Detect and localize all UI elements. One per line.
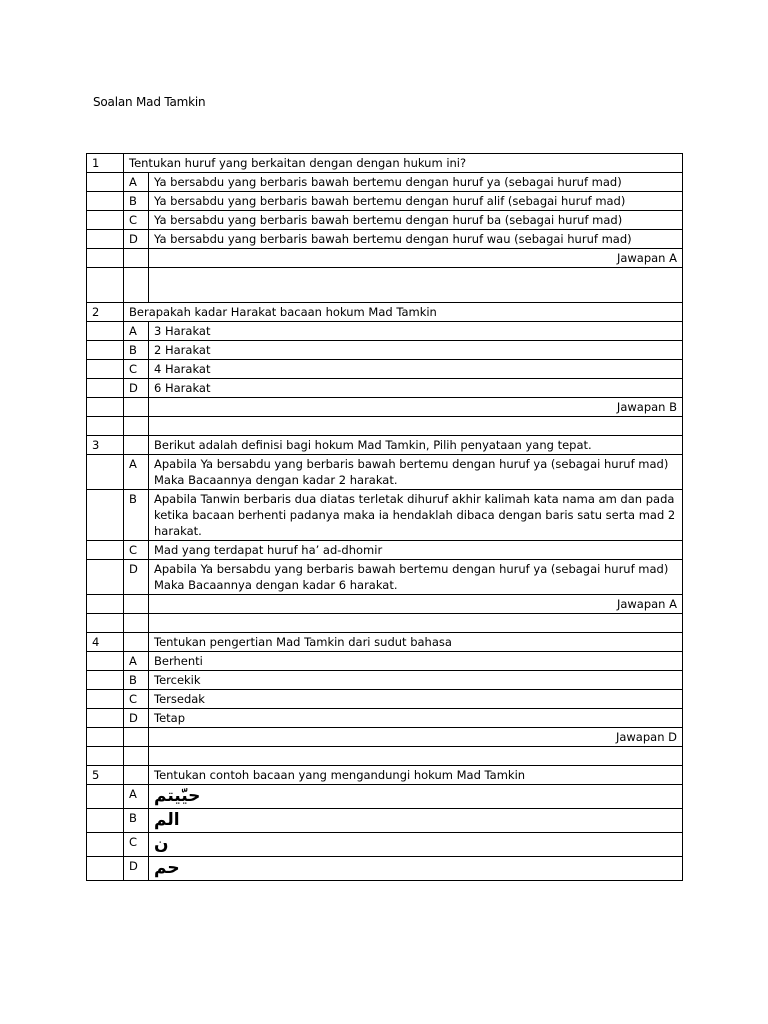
option-letter: C: [124, 541, 149, 560]
option-letter: D: [124, 709, 149, 728]
arabic-example-text: الم: [154, 810, 180, 830]
option-letter: C: [124, 360, 149, 379]
option-text: Ya bersabdu yang berbaris bawah bertemu dengan huruf alif (sebagai huruf mad): [149, 192, 683, 211]
option-letter: A: [124, 652, 149, 671]
option-row: [87, 192, 683, 211]
option-letter: A: [124, 785, 149, 809]
option-row: [87, 341, 683, 360]
question-number: 2: [87, 303, 124, 322]
arabic-example-text: حيّيتم: [154, 786, 201, 806]
option-row: [87, 690, 683, 709]
option-letter: B: [124, 192, 149, 211]
question-row: [87, 303, 683, 322]
option-letter: D: [124, 379, 149, 398]
option-text: Tersedak: [149, 690, 683, 709]
option-text: Tercekik: [149, 671, 683, 690]
spacer-row: [87, 614, 683, 633]
option-text: 2 Harakat: [149, 341, 683, 360]
option-text: Tetap: [149, 709, 683, 728]
option-letter: C: [124, 211, 149, 230]
option-row: [87, 322, 683, 341]
option-row: [87, 560, 683, 595]
option-letter: B: [124, 490, 149, 541]
question-row: [87, 633, 683, 652]
answer-text: Jawapan A: [149, 595, 683, 614]
option-text: Mad yang terdapat huruf ha’ ad-dhomir: [149, 541, 683, 560]
option-text: 4 Harakat: [149, 360, 683, 379]
answer-row: [87, 398, 683, 417]
question-row: [87, 436, 683, 455]
option-text: 6 Harakat: [149, 379, 683, 398]
option-letter: B: [124, 341, 149, 360]
question-text: Tentukan contoh bacaan yang mengandungi hokum Mad Tamkin: [149, 766, 683, 785]
option-text: Berhenti: [149, 652, 683, 671]
option-letter: A: [124, 322, 149, 341]
spacer-row: [87, 268, 683, 303]
question-text: Berikut adalah definisi bagi hokum Mad Tamkin, Pilih penyataan yang tepat.: [149, 436, 683, 455]
option-text: 3 Harakat: [149, 322, 683, 341]
spacer-row: [87, 417, 683, 436]
answer-row: [87, 728, 683, 747]
option-row: [87, 785, 683, 809]
option-letter: C: [124, 690, 149, 709]
question-row: [87, 154, 683, 173]
option-letter: C: [124, 833, 149, 857]
option-row: [87, 379, 683, 398]
option-row: [87, 671, 683, 690]
option-row: [87, 173, 683, 192]
option-letter: D: [124, 560, 149, 595]
question-text: Berapakah kadar Harakat bacaan hokum Mad Tamkin: [124, 303, 683, 322]
answer-row: [87, 595, 683, 614]
option-row: [87, 211, 683, 230]
option-text: Ya bersabdu yang berbaris bawah bertemu dengan huruf ba (sebagai huruf mad): [149, 211, 683, 230]
spacer-row: [87, 747, 683, 766]
option-letter: B: [124, 809, 149, 833]
option-row: [87, 230, 683, 249]
option-text: Apabila Tanwin berbaris dua diatas terletak dihuruf akhir kalimah kata nama am dan pada ketika bacaan berhenti padanya maka ia hendaklah dibaca dengan baris satu serta mad 2 harakat.: [149, 490, 683, 541]
option-row: [87, 490, 683, 541]
question-number: 4: [87, 633, 124, 652]
option-letter: A: [124, 173, 149, 192]
question-number: 3: [87, 436, 124, 455]
arabic-example-text: ن: [154, 834, 169, 854]
question-number: 1: [87, 154, 124, 173]
option-row: [87, 455, 683, 490]
option-text: Ya bersabdu yang berbaris bawah bertemu dengan huruf wau (sebagai huruf mad): [149, 230, 683, 249]
answer-row: [87, 249, 683, 268]
answer-text: Jawapan D: [149, 728, 683, 747]
option-row: [87, 709, 683, 728]
option-text: Apabila Ya bersabdu yang berbaris bawah bertemu dengan huruf ya (sebagai huruf mad) Maka Bacaannya dengan kadar 2 harakat.: [149, 455, 683, 490]
question-text: Tentukan huruf yang berkaitan dengan dengan hukum ini?: [124, 154, 683, 173]
answer-text: Jawapan B: [149, 398, 683, 417]
question-row: [87, 766, 683, 785]
option-text: Apabila Ya bersabdu yang berbaris bawah bertemu dengan huruf ya (sebagai huruf mad) Maka Bacaannya dengan kadar 6 harakat.: [149, 560, 683, 595]
quiz-table: [86, 153, 683, 881]
arabic-example-text: حم: [154, 858, 180, 878]
question-text: Tentukan pengertian Mad Tamkin dari sudut bahasa: [149, 633, 683, 652]
option-letter: D: [124, 857, 149, 881]
option-row: [87, 857, 683, 881]
option-row: [87, 652, 683, 671]
page-title: Soalan Mad Tamkin: [93, 95, 206, 109]
option-row: [87, 833, 683, 857]
option-text: Ya bersabdu yang berbaris bawah bertemu dengan huruf ya (sebagai huruf mad): [149, 173, 683, 192]
option-letter: D: [124, 230, 149, 249]
option-row: [87, 360, 683, 379]
answer-text: Jawapan A: [149, 249, 683, 268]
option-letter: B: [124, 671, 149, 690]
option-letter: A: [124, 455, 149, 490]
option-row: [87, 809, 683, 833]
question-number: 5: [87, 766, 124, 785]
option-row: [87, 541, 683, 560]
